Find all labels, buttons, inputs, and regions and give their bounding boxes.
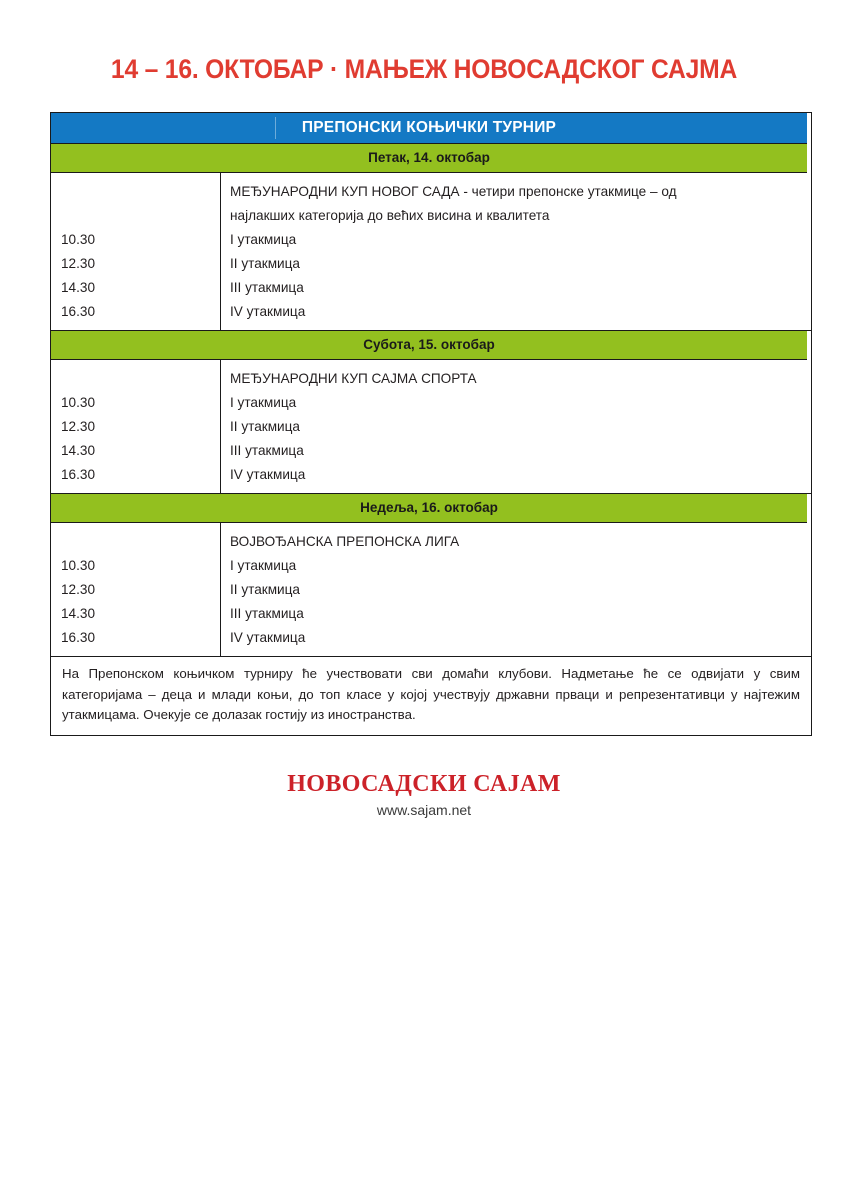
event-cell: I утакмица [230,232,297,247]
program-title-line: МЕЂУНАРОДНИ КУП НОВОГ САДА - четири препонске утакмице – од [230,184,677,199]
schedule-table [50,112,812,736]
description-column [221,523,811,656]
event-cell: II утакмица [230,582,300,597]
event-cell: II утакмица [230,256,300,271]
time-cell: 14.30 [61,606,96,621]
day-row-friday [51,144,807,173]
page-title: 14 – 16. ОКТОБАР · МАЊЕЖ НОВОСАДСКОГ САЈМА [110,54,738,84]
table-header-label: ПРЕПОНСКИ КОЊИЧКИ ТУРНИР [301,119,557,136]
time-cell: 16.30 [61,630,96,645]
session-saturday [51,360,811,494]
time-cell: 14.30 [61,280,96,295]
time-column [51,360,221,493]
table-header-bar [51,113,807,144]
time-column [51,173,221,330]
header-divider-tick [275,117,276,139]
footer [0,770,848,821]
time-cell: 12.30 [61,256,96,271]
time-cell: 10.30 [61,395,96,410]
organizer-website: www.sajam.net [376,802,472,818]
event-cell: III утакмица [230,443,304,458]
program-title-line: ВОЈВОЂАНСКА ПРЕПОНСКА ЛИГА [230,534,460,549]
event-cell: III утакмица [230,606,304,621]
time-cell: 16.30 [61,467,96,482]
day-label: Недеља, 16. октобар [360,500,498,515]
event-cell: I утакмица [230,395,297,410]
event-cell: I утакмица [230,558,297,573]
day-row-saturday [51,331,807,360]
time-column [51,523,221,656]
organizer-logo-text: НОВОСАДСКИ САЈАМ [287,771,561,797]
session-sunday [51,523,811,657]
event-cell: IV утакмица [230,630,306,645]
description-column [221,173,811,330]
day-label: Петак, 14. октобар [368,150,490,165]
tournament-note: На Препонском коњичком турниру ће учествовати сви домаћи клубови. Надметање ће се одвијати у свим категоријама – деца и млади коњи, до топ класе у којој учествују државни прваци и репрезентативци у најтежим утакмицама. Очекује се долазак гостију из иностранства. [62,666,800,722]
event-cell: IV утакмица [230,467,306,482]
time-cell: 10.30 [61,232,96,247]
event-cell: III утакмица [230,280,304,295]
program-title-line: најлакших категорија до већих висина и квалитета [230,208,550,223]
time-cell: 10.30 [61,558,96,573]
time-cell: 16.30 [61,304,96,319]
program-title-line: МЕЂУНАРОДНИ КУП САЈМА СПОРТА [230,371,477,386]
time-spacer [61,523,220,554]
event-cell: IV утакмица [230,304,306,319]
event-cell: II утакмица [230,419,300,434]
day-label: Субота, 15. октобар [363,337,495,352]
time-spacer [61,204,220,228]
session-friday [51,173,811,331]
time-cell: 12.30 [61,419,96,434]
time-cell: 14.30 [61,443,96,458]
time-spacer [61,360,220,391]
time-spacer [61,173,220,204]
day-row-sunday [51,494,807,523]
description-column [221,360,811,493]
time-cell: 12.30 [61,582,96,597]
